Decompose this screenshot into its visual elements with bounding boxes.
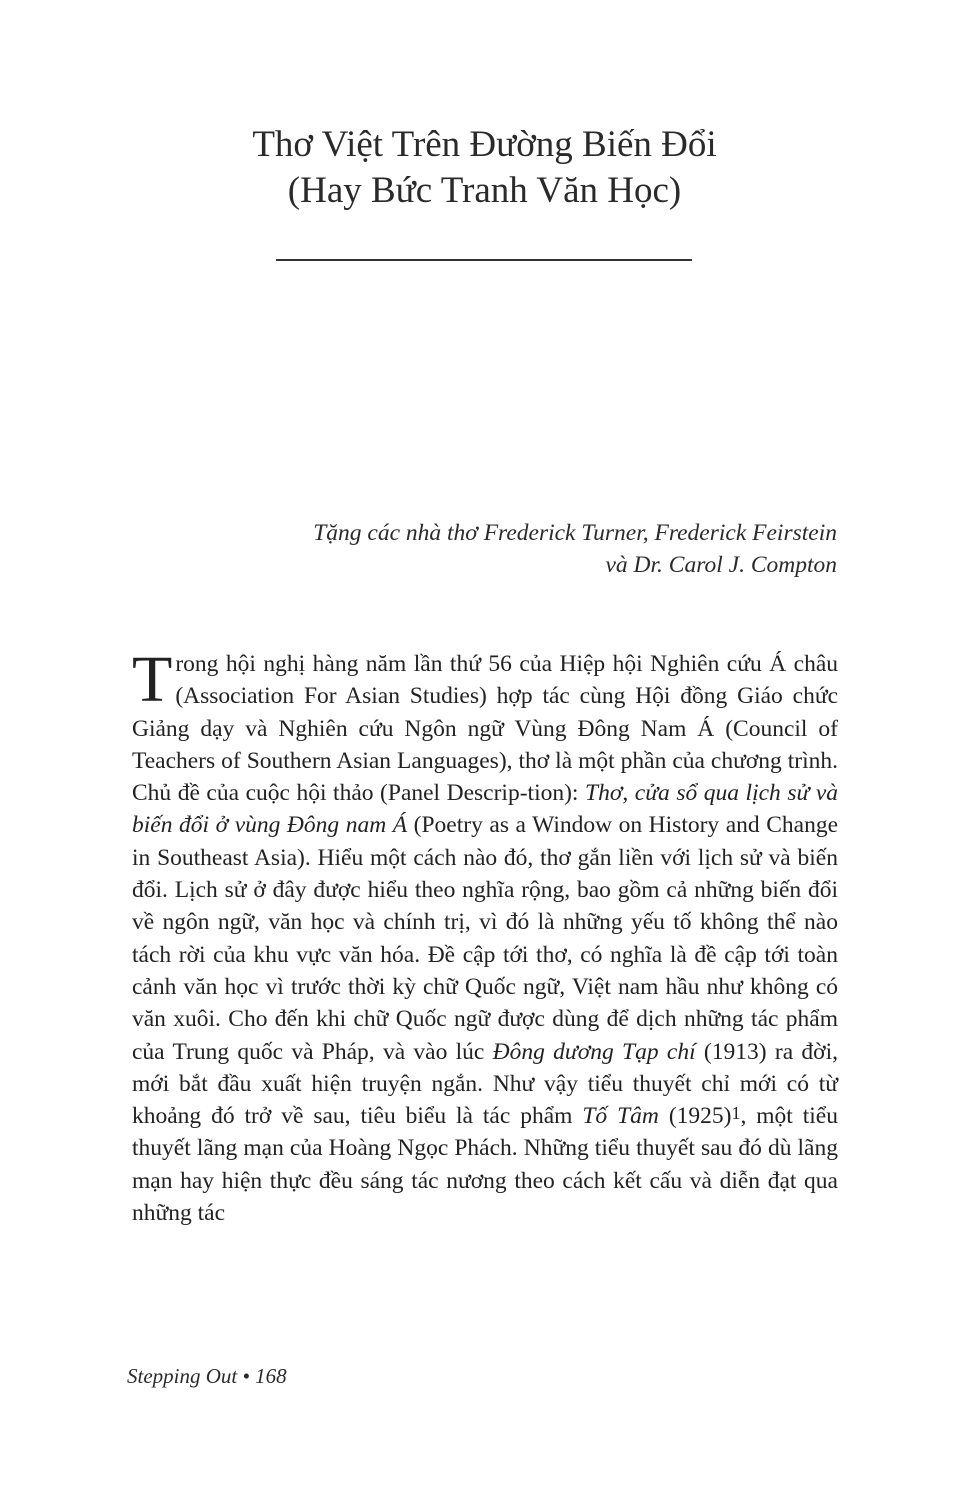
- drop-cap: T: [132, 643, 173, 716]
- chapter-title: [0, 122, 969, 214]
- body-italic-title-3: Tố Tâm: [582, 1103, 659, 1130]
- body-italic-title-2: Đông dương Tạp chí: [492, 1038, 696, 1065]
- body-text-segment-3: (1913) ra đời, mới bắt đầu xuất hiện truyện ngắn. Như vậy tiểu thuyết chỉ mới có từ khoảng đó trở về sau, tiêu biểu là tác phẩm: [132, 1038, 838, 1130]
- footnote-marker[interactable]: 1: [731, 1103, 741, 1124]
- chapter-title-line-2: (Hay Bức Tranh Văn Học): [287, 170, 682, 211]
- chapter-title-line-1: Thơ Việt Trên Đường Biến Đổi: [252, 124, 717, 165]
- title-divider: [276, 259, 692, 261]
- body-text-segment-2: (Poetry as a Window on History and Change in Southeast Asia). Hiểu một cách nào đó, thơ gắn liền với lịch sử và biến đổi. Lịch sử ở đây được hiểu theo nghĩa rộng, bao gồm cả những biến đổi về ngôn ngữ, văn học và chính trị, vì đó là những yếu tố không thể nào tách rời của khu vực văn hóa. Đề cập tới thơ, có nghĩa là đề cập tới toàn cảnh văn học vì trước thời kỳ chữ Quốc ngữ, Việt nam hầu như không có văn xuôi. Cho đến khi chữ Quốc ngữ được dùng để dịch những tác phẩm của Trung quốc và Pháp, và vào lúc: [132, 812, 838, 1065]
- body-text-segment-1: rong hội nghị hàng năm lần thứ 56 của Hiệp hội Nghiên cứu Á châu (Association For Asian Studies) hợp tác cùng Hội đồng Giáo chức Giảng dạy và Nghiên cứu Ngôn ngữ Vùng Đông Nam Á (Council of Teachers of Southern Asian Languages), thơ là một phần của chương trình. Chủ đề của cuộc hội thảo (Panel Descrip-tion):: [132, 651, 838, 807]
- body-text-segment-5: , một tiểu thuyết lãng mạn của Hoàng Ngọc Phách. Những tiểu thuyết sau đó dù lãng mạn hay hiện thực đều sáng tác nương theo cách kết cấu và diễn đạt qua những tác: [132, 1103, 838, 1227]
- body-italic-title-1: Thơ, cửa sổ qua lịch sử và biến đổi ở vùng Đông nam Á: [132, 780, 839, 839]
- body-text-segment-4: (1925): [658, 1103, 732, 1130]
- dedication: [197, 517, 837, 581]
- dedication-line-1: Tặng các nhà thơ Frederick Turner, Frederick Feirstein: [313, 520, 837, 546]
- body-paragraph: [132, 643, 839, 1229]
- dedication-line-2: và Dr. Carol J. Compton: [605, 552, 837, 578]
- page-footer: Stepping Out • 168: [127, 1364, 287, 1388]
